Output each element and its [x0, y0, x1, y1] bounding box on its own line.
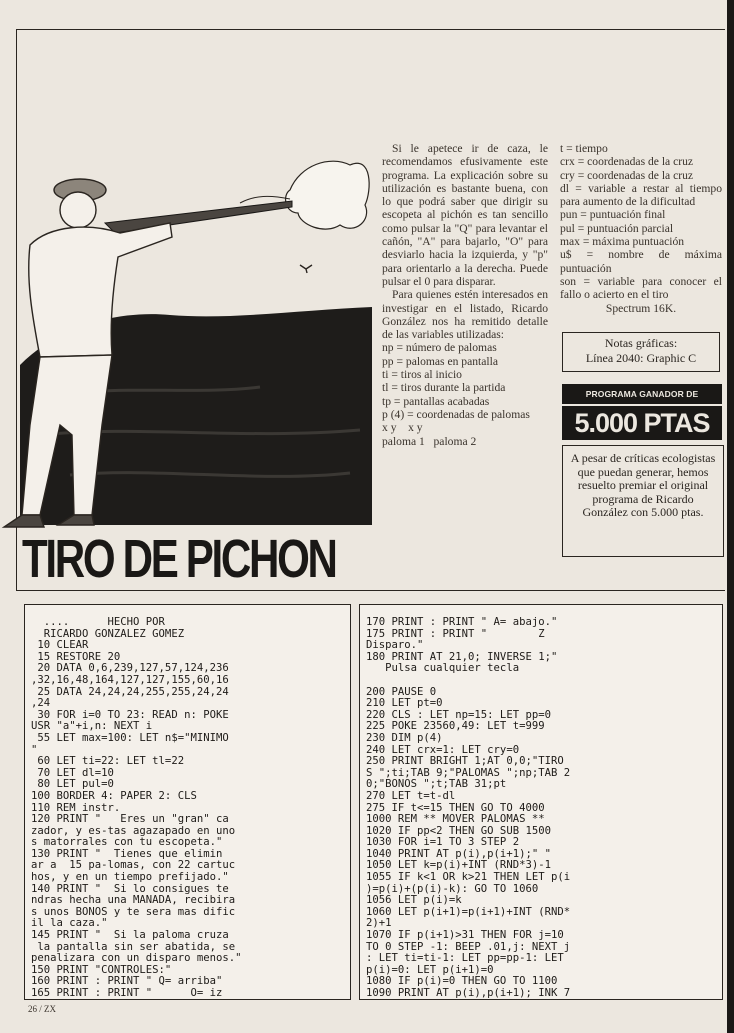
prize-banner: PROGRAMA GANADOR DE [562, 384, 722, 404]
graphic-notes-box [562, 332, 720, 372]
shotgun [105, 201, 292, 233]
page-title: TIRO DE PICHON [22, 529, 336, 589]
listing-line: 15 RESTORE 20 [31, 650, 121, 663]
listing-line: RICARDO GONZALEZ GOMEZ [31, 627, 185, 640]
listing-line: 130 PRINT " Tienes que elimin [31, 847, 223, 860]
bird-icon [300, 265, 312, 273]
listing-line: 2)+1 [366, 917, 392, 930]
prize-note-text: A pesar de críticas ecologistas que puedan generar, hemos resuelto premiar el original programa de Ricardo González con 5.000 ptas. [570, 451, 716, 519]
listing-line: il la caza." [31, 917, 108, 930]
listing-line: 1030 FOR i=1 TO 3 STEP 2 [366, 836, 520, 849]
listing-line: 225 POKE 23560,49: LET t=999 [366, 720, 545, 733]
listing-line: 70 LET dl=10 [31, 766, 114, 779]
listing-line: S ";ti;TAB 9;"PALOMAS ";np;TAB 2 [366, 766, 571, 779]
page-footer: 26 / ZX [28, 1004, 56, 1014]
listing-line: 110 REM instr. [31, 801, 121, 814]
listing-line: 240 LET crx=1: LET cry=0 [366, 743, 520, 756]
intro-paragraph-1: Si le apetece ir de caza, le recomendamos efusivamente este programa. La explicación sobre su utilización es bastante buena, con lo que podrá saber que dirigir su escopeta al pichón es tan sencillo como pulsar la "Q" para levantar el cañón, "A" para bajarlo, "O" para desviarlo hacia la izquierda, y "p" para orientarlo a la derecha. Puede pulsar el 0 para disparar. [382, 142, 548, 288]
basic-listing-left [24, 604, 351, 1000]
hunter-illustration [0, 95, 372, 535]
variables-list-left: np = número de palomas pp = palomas en pantalla ti = tiros al inicio tl = tiros durante la partida tp = pantallas acabadas p (4) = coordenadas de palomas x y x y paloma 1 paloma 2 [382, 341, 530, 448]
listing-line: " [31, 743, 38, 756]
listing-line: 1070 IF p(i+1)>31 THEN FOR j=10 [366, 929, 564, 942]
listing-line: 1080 IF p(i)=0 THEN GO TO 1100 [366, 975, 558, 988]
listing-line: 145 PRINT " Si la paloma cruza [31, 929, 229, 942]
listing-line: ,24 [31, 697, 51, 710]
listing-line: TO 0 STEP -1: BEEP .01,j: NEXT j [366, 940, 571, 953]
listing-line: 1040 PRINT AT p(i),p(i+1);" " [366, 847, 551, 860]
listing-line: )=p(i)+(p(i)-k): GO TO 1060 [366, 882, 539, 895]
listing-line: 100 BORDER 4: PAPER 2: CLS [31, 789, 197, 802]
listing-line: 1020 IF pp<2 THEN GO SUB 1500 [366, 824, 551, 837]
listing-line: 120 PRINT " Eres un "gran" ca [31, 813, 229, 826]
listing-line: 275 IF t<=15 THEN GO TO 4000 [366, 801, 545, 814]
listing-line: 180 PRINT AT 21,0; INVERSE 1;" [366, 650, 558, 663]
listing-line: 220 CLS : LET np=15: LET pp=0 [366, 708, 551, 721]
listing-line: 170 PRINT : PRINT " A= abajo." [366, 616, 558, 628]
listing-line: .... HECHO POR [31, 616, 165, 628]
listing-line: s matorrales con tu escopeta." [31, 836, 223, 849]
listing-line: 0;"BONOS ";t;TAB 31;pt [366, 778, 507, 791]
listing-line: la pantalla sin ser abatida, se [31, 940, 236, 953]
listing-line: 1060 LET p(i+1)=p(i+1)+INT (RND* [366, 905, 571, 918]
listing-line: 150 PRINT "CONTROLES:" [31, 963, 172, 976]
listing-line: 55 LET max=100: LET n$="MINIMO [31, 731, 229, 744]
listing-line: 1055 IF k<1 OR k>21 THEN LET p(i [366, 871, 571, 884]
listing-line: zador, y es-tas agazapado en uno [31, 824, 236, 837]
notes-line: Línea 2040: Graphic C [585, 351, 697, 365]
listing-line: 80 LET pul=0 [31, 778, 114, 791]
prize-box [562, 384, 722, 440]
listing-line: 25 DATA 24,24,24,255,255,24,24 [31, 685, 229, 698]
prize-amount: 5.000 PTAS [562, 406, 722, 440]
listing-line: 160 PRINT : PRINT " Q= arriba" [31, 975, 223, 988]
listing-line: 20 DATA 0,6,239,127,57,124,236 [31, 662, 229, 675]
listing-line: 1090 PRINT AT p(i),p(i+1); INK 7 [366, 987, 571, 999]
listing-line: 270 LET t=t-dl [366, 789, 456, 802]
intro-column [382, 142, 548, 448]
listing-line: ndras hecha una MANADA, recibira [31, 894, 236, 907]
intro-paragraph-2: Para quienes estén interesados en investigar en el listado, Ricardo González nos ha remitido detalle de las variables utilizadas: [382, 288, 548, 342]
listing-line: 200 PAUSE 0 [366, 685, 437, 698]
listing-line: 1000 REM ** MOVER PALOMAS ** [366, 813, 545, 826]
listing-line: 1056 LET p(i)=k [366, 894, 462, 907]
listing-line: 165 PRINT : PRINT " O= iz [31, 987, 223, 999]
listing-line: 10 CLEAR [31, 639, 89, 652]
listing-line: 175 PRINT : PRINT " Z [366, 627, 545, 640]
listing-line: p(i)=0: LET p(i+1)=0 [366, 963, 494, 976]
listing-line: USR "a"+i,n: NEXT i [31, 720, 153, 733]
page-edge [727, 0, 734, 1033]
listing-line: hos, y en un tiempo prefijado." [31, 871, 229, 884]
listing-line: 230 DIM p(4) [366, 731, 443, 744]
notes-label: Notas gráficas: [604, 336, 678, 350]
listing-line [366, 675, 722, 687]
listing-line: penalizara con un disparo menos." [31, 952, 242, 965]
listing-line: 140 PRINT " Si lo consigues te [31, 882, 229, 895]
smoke-cloud [286, 161, 370, 229]
basic-listing-right [359, 604, 723, 1000]
listing-line: 60 LET ti=22: LET tl=22 [31, 755, 185, 768]
listing-line: Disparo." [366, 639, 424, 652]
listing-line: 1050 LET k=p(i)+INT (RND*3)-1 [366, 859, 551, 872]
listing-line: 250 PRINT BRIGHT 1;AT 0,0;"TIRO [366, 755, 564, 768]
listing-line: 210 LET pt=0 [366, 697, 443, 710]
variables-column-right: t = tiempo crx = coordenadas de la cruz cry = coordenadas de la cruz dl = variable a restar al tiempo para aumento de la dificultad pun = puntuación final pul = puntuación parcial max = máxima puntuación u$ = nombre de máxima puntuación son = variable para conocer el fallo o acierto en el tiro Spectrum 16K. [560, 142, 722, 315]
listing-line: : LET ti=ti-1: LET pp=pp-1: LET [366, 952, 564, 965]
listing-line: 30 FOR i=0 TO 23: READ n: POKE [31, 708, 229, 721]
listing-line: ar a 15 pa-lomas, con 22 cartuc [31, 859, 236, 872]
listing-line: ,32,16,48,164,127,127,155,60,16 [31, 673, 229, 686]
listing-line: Pulsa cualquier tecla [366, 662, 520, 675]
listing-line: s unos BONOS y te sera mas dific [31, 905, 236, 918]
prize-note-box [562, 445, 724, 557]
